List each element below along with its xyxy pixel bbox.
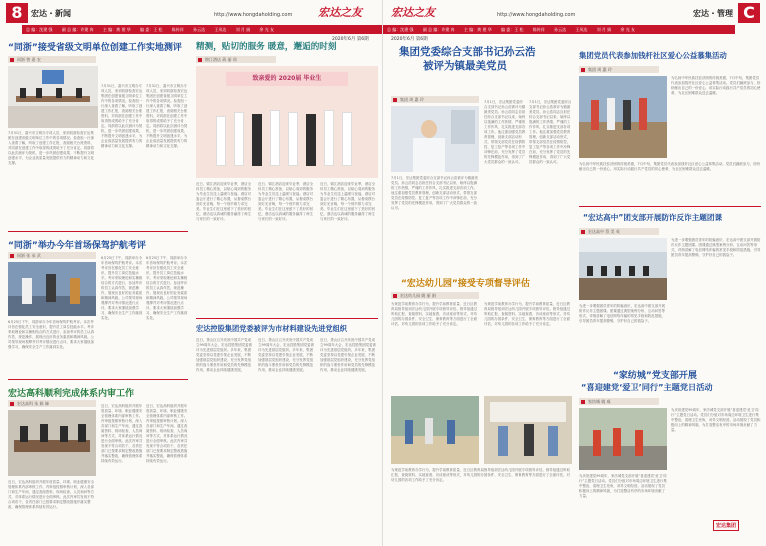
article-b5-byline: 家纺城 姚 威 xyxy=(579,398,659,405)
left-section-name: 宏达・新闻 xyxy=(31,9,71,18)
article-b5-body: 为庆祝建党99周年，家纺城党支部开展“喜迎建党‘爱卫’同行”主题党日活动。党员们分组对市场周边环境卫生进行集中整治，清理卫生死角，劝导文明经营。活动展现了党员积极向上的精神风貌，为打造整洁有序的市场环境贡献了力量。 xyxy=(579,474,667,498)
article-4-body-col3: 近日，锦江酒店迎来毕业季，酒店全体员工精心准备，以贴心周到的服务为毕业生们送上温暖与祝福。酒店对宴会厅进行了精心布置，从餐桌摆台到灯光音响，每一个细节都力求完美。毕业生们在这里留下了美好的回忆，酒店也以真诚的服务赢得了师生与家长的一致好评。 xyxy=(320,182,376,221)
article-b1-body: 7月1日，宏达集团党委综合支部书记孙云浩被评为镇最美党员。孙云浩同志自担任综合支部书记以来，始终以饱满的工作热情，严谨的工作作风，扎实推进支部各项工作。他注重加强党员教育管理，创新支部活动形式，带领支部党员在疫情防控、复工复产等各项工作中冲锋在前，充分发挥了党员的先锋模范作用，得到了广大党员群众的一致认可。 xyxy=(391,176,478,210)
article-b3-body: 为进一步增强团员青年的防骗意识，宏达高中团支部开展防诈反诈主题团课。团课通过典型案例分析、互动问答等形式，详细讲解了电信网络诈骗的常见手段和防范措施，引导团员青年提高警惕，守护好自己的钱袋子。 xyxy=(579,304,666,323)
article-b4-body: 为规范学前教育办学行为，提升学前教育质量，近日区教育局督导组到宏达幼儿园开展专项督导评估。督导组通过听取汇报、查阅资料、实地查看、访谈座谈等形式，对幼儿园的办园条件、安全卫生、保育教育等方面进行了全面评估，对幼儿园的各项工作给予了充分肯定。 xyxy=(391,302,478,326)
article-2-byline: 同浙 张 承 武 xyxy=(8,252,96,259)
right-section-name: 宏达・管理 xyxy=(693,9,733,18)
article-b3-body-col2: 为进一步增强团员青年的防骗意识，宏达高中团支部开展防诈反诈主题团课。团课通过典型案例分析、互动问答等形式，详细讲解了电信网络诈骗的常见手段和防范措施，引导团员青年提高警惕，守护好自己的钱袋子。 xyxy=(671,238,761,257)
article-2-body-col2: 6月25日下午，同浙举办今年首场保驾护航考评。本次考评旨在强化员工安全意识，提升员工岗位技能水平。考评采取理论和实操相结合的方式进行，参加考评的员工认真作答，规范操作，展现出良好的业务素质和精神风貌。公司领导现场观摩并对考评情况进行点评，要求大家继续加强学习，确保安全生产工作落到实处。 xyxy=(101,256,143,320)
article-b3-byline: 宏达高中 蔡 美 英 xyxy=(579,228,659,235)
divider-4 xyxy=(579,206,761,207)
article-1-title: “同浙”接受省级文明单位创建工作实地测评 xyxy=(8,43,182,53)
article-3-byline: 宏达高科 朱 娟 娣 xyxy=(8,400,96,407)
left-issue-date: 2020年6月 第6期 xyxy=(332,37,369,42)
article-5-title: 宏达控股集团党委被评为市材料建设先进党组织 xyxy=(196,324,347,333)
article-b2-byline: 集团 周 惠 玲 xyxy=(579,66,659,73)
article-b2-body-col2: 为弘扬中华民族扶贫济困的传统美德，7月中旬，集团党员代表参加钱杆社区爱心公益募集活动。党员们踊跃参与，纷纷献出自己的一份爱心，用实际行动践行共产党员的初心使命，为社区困难群众送去温暖。 xyxy=(579,162,761,171)
classroom-photo xyxy=(579,238,667,300)
article-b2-body: 为弘扬中华民族扶贫济困的传统美德，7月中旬，集团党员代表参加钱杆社区爱心公益募集活动。党员们踊跃参与，纷纷献出自己的一份爱心，用实际行动践行共产党员的初心使命，为社区困难群众送去温暖。 xyxy=(671,76,761,95)
article-4-byline: 锦江酒店 蒋 丽 琼 xyxy=(196,56,276,63)
divider-2 xyxy=(8,379,188,380)
article-2-body-col3: 6月25日下午，同浙举办今年首场保驾护航考评。本次考评旨在强化员工安全意识，提升员工岗位技能水平。考评采取理论和实操相结合的方式进行，参加考评的员工认真作答，规范操作，展现出良好的业务素质和精神风貌。公司领导现场观摩并对考评情况进行点评，要求大家继续加强学习，确保安全生产工作落到实处。 xyxy=(146,256,188,320)
article-b5-title: “家纺城”党支部开展 xyxy=(613,371,697,381)
right-page-number: C xyxy=(738,3,760,23)
right-logo: 宏达之友 xyxy=(391,6,435,19)
right-editor-bar: 总 编：沈建 强 副 总 编：许建 冉 主 编：黄 建 华 编 委：王 松 陈传祥 孙云达 王凤达 刘 月 娟 余 光 友 xyxy=(383,25,735,34)
article-3-body: 近日，宏达高科组织开展年度质量、环境、职业健康安全管理体系内部审核工作。内审组按照审核计划，深入各部门和生产车间，通过查阅资料、现场检查、人员询问等方式，对体系运行情况进行全面审核。此次内审共发现不符合项若干，各责任部门已按要求制定整改措施并落实整改，确保管理体系持续有效运行。 xyxy=(8,480,95,509)
article-2-title: “同浙”举办今年首场保驾护航考评 xyxy=(8,241,146,251)
right-issue-date: 2020年6月 第6期 xyxy=(391,37,428,42)
article-b5-subtitle: “喜迎建党‘爱卫’同行”主题党日活动 xyxy=(581,382,713,392)
article-3-body-col3: 近日，宏达高科组织开展年度质量、环境、职业健康安全管理体系内部审核工作。内审组按照审核计划，深入各部门和生产车间，通过查阅资料、现场检查、人员询问等方式，对体系运行情况进行全面审核。此次内审共发现不符合项若干，各责任部门已按要求制定整改措施并落实整改，确保管理体系持续有效运行。 xyxy=(146,404,188,463)
meeting-photo xyxy=(8,66,98,128)
article-b4-body-col3: 为规范学前教育办学行为，提升学前教育质量，近日区教育局督导组到宏达幼儿园开展专项督导评估。督导组通过听取汇报、查阅资料、实地查看、访谈座谈等形式，对幼儿园的办园条件、安全卫生、保育教育等方面进行了全面评估，对幼儿园的各项工作给予了充分肯定。 xyxy=(391,468,570,482)
article-3-body-col2: 近日，宏达高科组织开展年度质量、环境、职业健康安全管理体系内部审核工作。内审组按照审核计划，深入各部门和生产车间，通过查阅资料、现场检查、人员询问等方式，对体系运行情况进行全面审核。此次内审共发现不符合项若干，各责任部门已按要求制定整改措施并落实整改，确保管理体系持续有效运行。 xyxy=(101,404,143,463)
right-page xyxy=(383,0,766,546)
portrait-photo xyxy=(391,106,479,172)
article-b1-body-col3: 7月1日，宏达集团党委综合支部书记孙云浩被评为镇最美党员。孙云浩同志自担任综合支部书记以来，始终以饱满的工作热情，严谨的工作作风，扎实推进支部各项工作。他注重加强党员教育管理，创新支部活动形式，带领支部党员在疫情防控、复工复产等各项工作中冲锋在前，充分发挥了党员的先锋模范作用，得到了广大党员群众的一致认可。 xyxy=(529,100,572,164)
article-b4-title: “宏达幼儿园”接受专项督导评估 xyxy=(401,279,530,289)
article-b1-title: 集团党委综合支部书记孙云浩 xyxy=(399,46,536,58)
article-b4-byline: 宏达幼儿园 姚 丽 娟 xyxy=(391,292,479,299)
article-b1-subtitle: 被评为镇最美党员 xyxy=(423,60,507,72)
article-b4-body-col2: 为规范学前教育办学行为，提升学前教育质量，近日区教育局督导组到宏达幼儿园开展专项督导评估。督导组通过听取汇报、查阅资料、实地查看、访谈座谈等形式，对幼儿园的办园条件、安全卫生、保育教育等方面进行了全面评估，对幼儿园的各项工作给予了充分肯定。 xyxy=(484,302,571,326)
article-b3-title: “宏达高中”团支部开展防诈反诈主题团课 xyxy=(583,213,723,222)
article-1-byline: 同浙 曾 嘉 农 xyxy=(8,56,96,63)
right-site-url: http://www.hongdaholding.com xyxy=(497,12,576,18)
group-stamp: 宏达集团 xyxy=(713,520,739,531)
divider-3 xyxy=(196,318,378,319)
kindergarten-photo-2 xyxy=(484,396,572,464)
left-site-url: http://www.hongdaholding.com xyxy=(214,12,293,18)
article-1-body-col2: 7月31日，嘉兴市文明办专项人员，来到同浙检查宏达集团在创建省级文明单位工作中的各项情况。检查组一行深入查看了解，听取了创建工作汇报，查阅相关台账资料，对同浙在创建工作中取得的成绩给予了充分肯定。同浙将以此次测评为契机，进一步巩固创建成果，不断提升文明创建水平，为企业高质量发展提供有力的精神动力和文化支撑。 xyxy=(101,84,143,148)
article-1-body: 7月31日，嘉兴市文明办专项人员，来到同浙检查宏达集团在创建省级文明单位工作中的各项情况。检查组一行深入查看了解，听取了创建工作汇报，查阅相关台账资料，对同浙在创建工作中取得的成绩给予了充分肯定。同浙将以此次测评为契机，进一步巩固创建成果，不断提升文明创建水平，为企业高质量发展提供有力的精神动力和文化支撑。 xyxy=(8,131,95,165)
kindergarten-photo-1 xyxy=(391,396,479,464)
left-logo: 宏达之友 xyxy=(318,6,362,19)
article-b2-title: 集团党员代表参加钱杆社区爱心公益慕集活动 xyxy=(579,51,727,60)
audit-photo xyxy=(8,410,96,476)
article-5-body-col2: 近日，萧山区召开庆祝中国共产党成立99周年大会，宏达控股集团党委被评为先进基层党组织。多年来，集团党委坚持以党建引领企业发展，不断加强基层党组织建设，充分发挥党组织的战斗堡垒作用和党员的先锋模范作用，推动企业持续健康发展。 xyxy=(258,338,315,372)
article-4-body-col2: 近日，锦江酒店迎来毕业季，酒店全体员工精心准备，以贴心周到的服务为毕业生们送上温暖与祝福。酒店对宴会厅进行了精心布置，从餐桌摆台到灯光音响，每一个细节都力求完美。毕业生们在这里留下了美好的回忆，酒店也以真诚的服务赢得了师生与家长的一致好评。 xyxy=(258,182,314,221)
divider-1 xyxy=(8,231,188,232)
article-4-title: 精测，贴切的服务 暖意，邂逅的时刻 xyxy=(196,42,337,52)
article-5-body: 近日，萧山区召开庆祝中国共产党成立99周年大会，宏达控股集团党委被评为先进基层党组织。多年来，集团党委坚持以党建引领企业发展，不断加强基层党组织建设，充分发挥党组织的战斗堡垒作用和党员的先锋模范作用，推动企业持续健康发展。 xyxy=(196,338,253,372)
graduation-banner: 致亲爱的 2020届 毕业生 xyxy=(226,72,348,86)
article-1-body-col3: 7月31日，嘉兴市文明办专项人员，来到同浙检查宏达集团在创建省级文明单位工作中的各项情况。检查组一行深入查看了解，听取了创建工作汇报，查阅相关台账资料，对同浙在创建工作中取得的成绩给予了充分肯定。同浙将以此次测评为契机，进一步巩固创建成果，不断提升文明创建水平，为企业高质量发展提供有力的精神动力和文化支撑。 xyxy=(146,84,188,148)
article-2-body: 6月25日下午，同浙举办今年首场保驾护航考评。本次考评旨在强化员工安全意识，提升员工岗位技能水平。考评采取理论和实操相结合的方式进行，参加考评的员工认真作答，规范操作，展现出良好的业务素质和精神风貌。公司领导现场观摩并对考评情况进行点评，要求大家继续加强学习，确保安全生产工作落到实处。 xyxy=(8,320,95,349)
charity-photo xyxy=(579,76,667,158)
article-4-body: 近日，锦江酒店迎来毕业季，酒店全体员工精心准备，以贴心周到的服务为毕业生们送上温暖与祝福。酒店对宴会厅进行了精心布置，从餐桌摆台到灯光音响，每一个细节都力求完美。毕业生们在这里留下了美好的回忆，酒店也以真诚的服务赢得了师生与家长的一致好评。 xyxy=(196,182,252,221)
article-b1-byline: 集团 周 惠 玲 xyxy=(391,96,479,103)
right-masthead xyxy=(383,2,766,24)
left-page-number: 8 xyxy=(6,3,28,23)
training-photo xyxy=(8,262,96,316)
left-masthead xyxy=(0,2,383,24)
article-b1-body-col2: 7月1日，宏达集团党委综合支部书记孙云浩被评为镇最美党员。孙云浩同志自担任综合支部书记以来，始终以饱满的工作热情，严谨的工作作风，扎实推进支部各项工作。他注重加强党员教育管理，创新支部活动形式，带领支部党员在疫情防控、复工复产等各项工作中冲锋在前，充分发挥了党员的先锋模范作用，得到了广大党员群众的一致认可。 xyxy=(484,100,526,164)
cleanup-photo xyxy=(579,408,667,470)
article-5-body-col3: 近日，萧山区召开庆祝中国共产党成立99周年大会，宏达控股集团党委被评为先进基层党组织。多年来，集团党委坚持以党建引领企业发展，不断加强基层党组织建设，充分发挥党组织的战斗堡垒作用和党员的先锋模范作用，推动企业持续健康发展。 xyxy=(320,338,377,372)
left-editor-bar: 总 编：沈建 强 副 总 编：许建 冉 主 编：黄 建 华 编 委：王 松 陈传祥 孙云达 王凤达 刘 月 娟 余 光 友 xyxy=(22,25,383,34)
graduation-photo xyxy=(196,66,378,178)
article-3-title: 宏达高科顺利完成体系内审工作 xyxy=(8,389,135,399)
article-b5-body-col2: 为庆祝建党99周年，家纺城党支部开展“喜迎建党‘爱卫’同行”主题党日活动。党员们分组对市场周边环境卫生进行集中整治，清理卫生死角，劝导文明经营。活动展现了党员积极向上的精神风貌，为打造整洁有序的市场环境贡献了力量。 xyxy=(671,408,761,432)
